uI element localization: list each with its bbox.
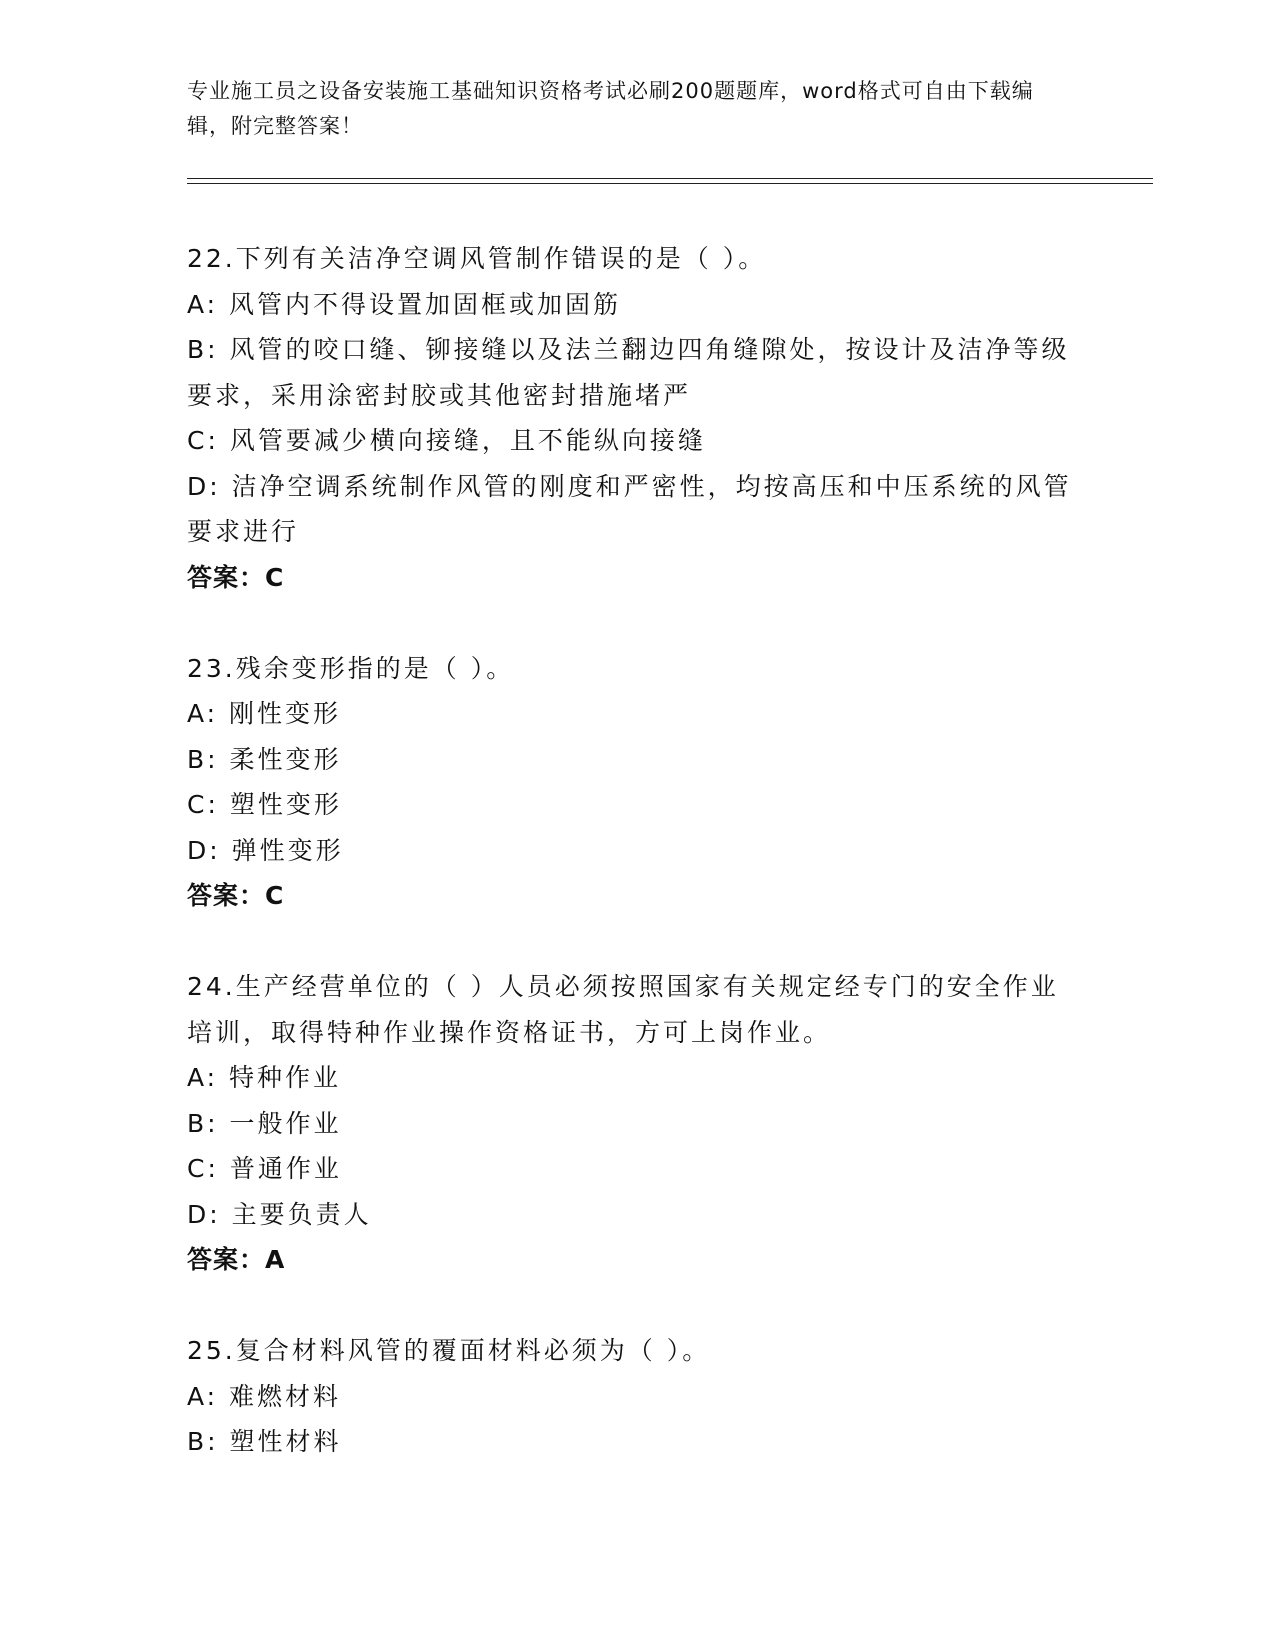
question-stem: 23.残余变形指的是（ ）。 <box>187 653 515 683</box>
option-c: C: 风管要减少横向接缝，且不能纵向接缝 <box>187 426 706 455</box>
option-a: A: 风管内不得设置加固框或加固筋 <box>187 289 622 319</box>
answer: 答案：A <box>187 1245 286 1274</box>
document-header <box>187 74 1067 144</box>
question-list <box>187 236 1077 1510</box>
option-d: D: 弹性变形 <box>187 835 344 865</box>
option-c: C: 普通作业 <box>187 1154 342 1183</box>
option-b: B: 一般作业 <box>187 1108 342 1138</box>
question-25 <box>187 1328 1077 1465</box>
answer: 答案：C <box>187 881 285 910</box>
answer: 答案：C <box>187 562 285 592</box>
option-d: D: 洁净空调系统制作风管的刚度和严密性，均按高压和中压系统的风管要求进行 <box>187 471 1072 546</box>
question-24 <box>187 964 1077 1283</box>
option-b: B: 塑性材料 <box>187 1427 342 1456</box>
option-a: A: 刚性变形 <box>187 699 342 728</box>
option-d: D: 主要负责人 <box>187 1199 372 1229</box>
option-c: C: 塑性变形 <box>187 790 342 819</box>
question-23 <box>187 646 1077 919</box>
option-b: B: 柔性变形 <box>187 744 342 774</box>
option-a: A: 特种作业 <box>187 1063 342 1092</box>
header-rule-bottom <box>187 183 1153 184</box>
option-b: B: 风管的咬口缝、铆接缝以及法兰翻边四角缝隙处，按设计及洁净等级要求，采用涂密封胶或其他密封措施堵严 <box>187 335 1070 410</box>
question-22 <box>187 236 1077 600</box>
question-stem: 24.生产经营单位的（ ）人员必须按照国家有关规定经专门的安全作业培训，取得特种作业操作资格证书，方可上岗作业。 <box>187 972 1059 1047</box>
option-a: A: 难燃材料 <box>187 1381 342 1411</box>
header-rule-top <box>187 178 1153 179</box>
question-stem: 25.复合材料风管的覆面材料必须为（ ）。 <box>187 1336 711 1365</box>
document-title: 专业施工员之设备安装施工基础知识资格考试必刷200题题库，word格式可自由下载编辑，附完整答案！ <box>187 79 1034 138</box>
question-stem: 22.下列有关洁净空调风管制作错误的是（ ）。 <box>187 244 767 273</box>
